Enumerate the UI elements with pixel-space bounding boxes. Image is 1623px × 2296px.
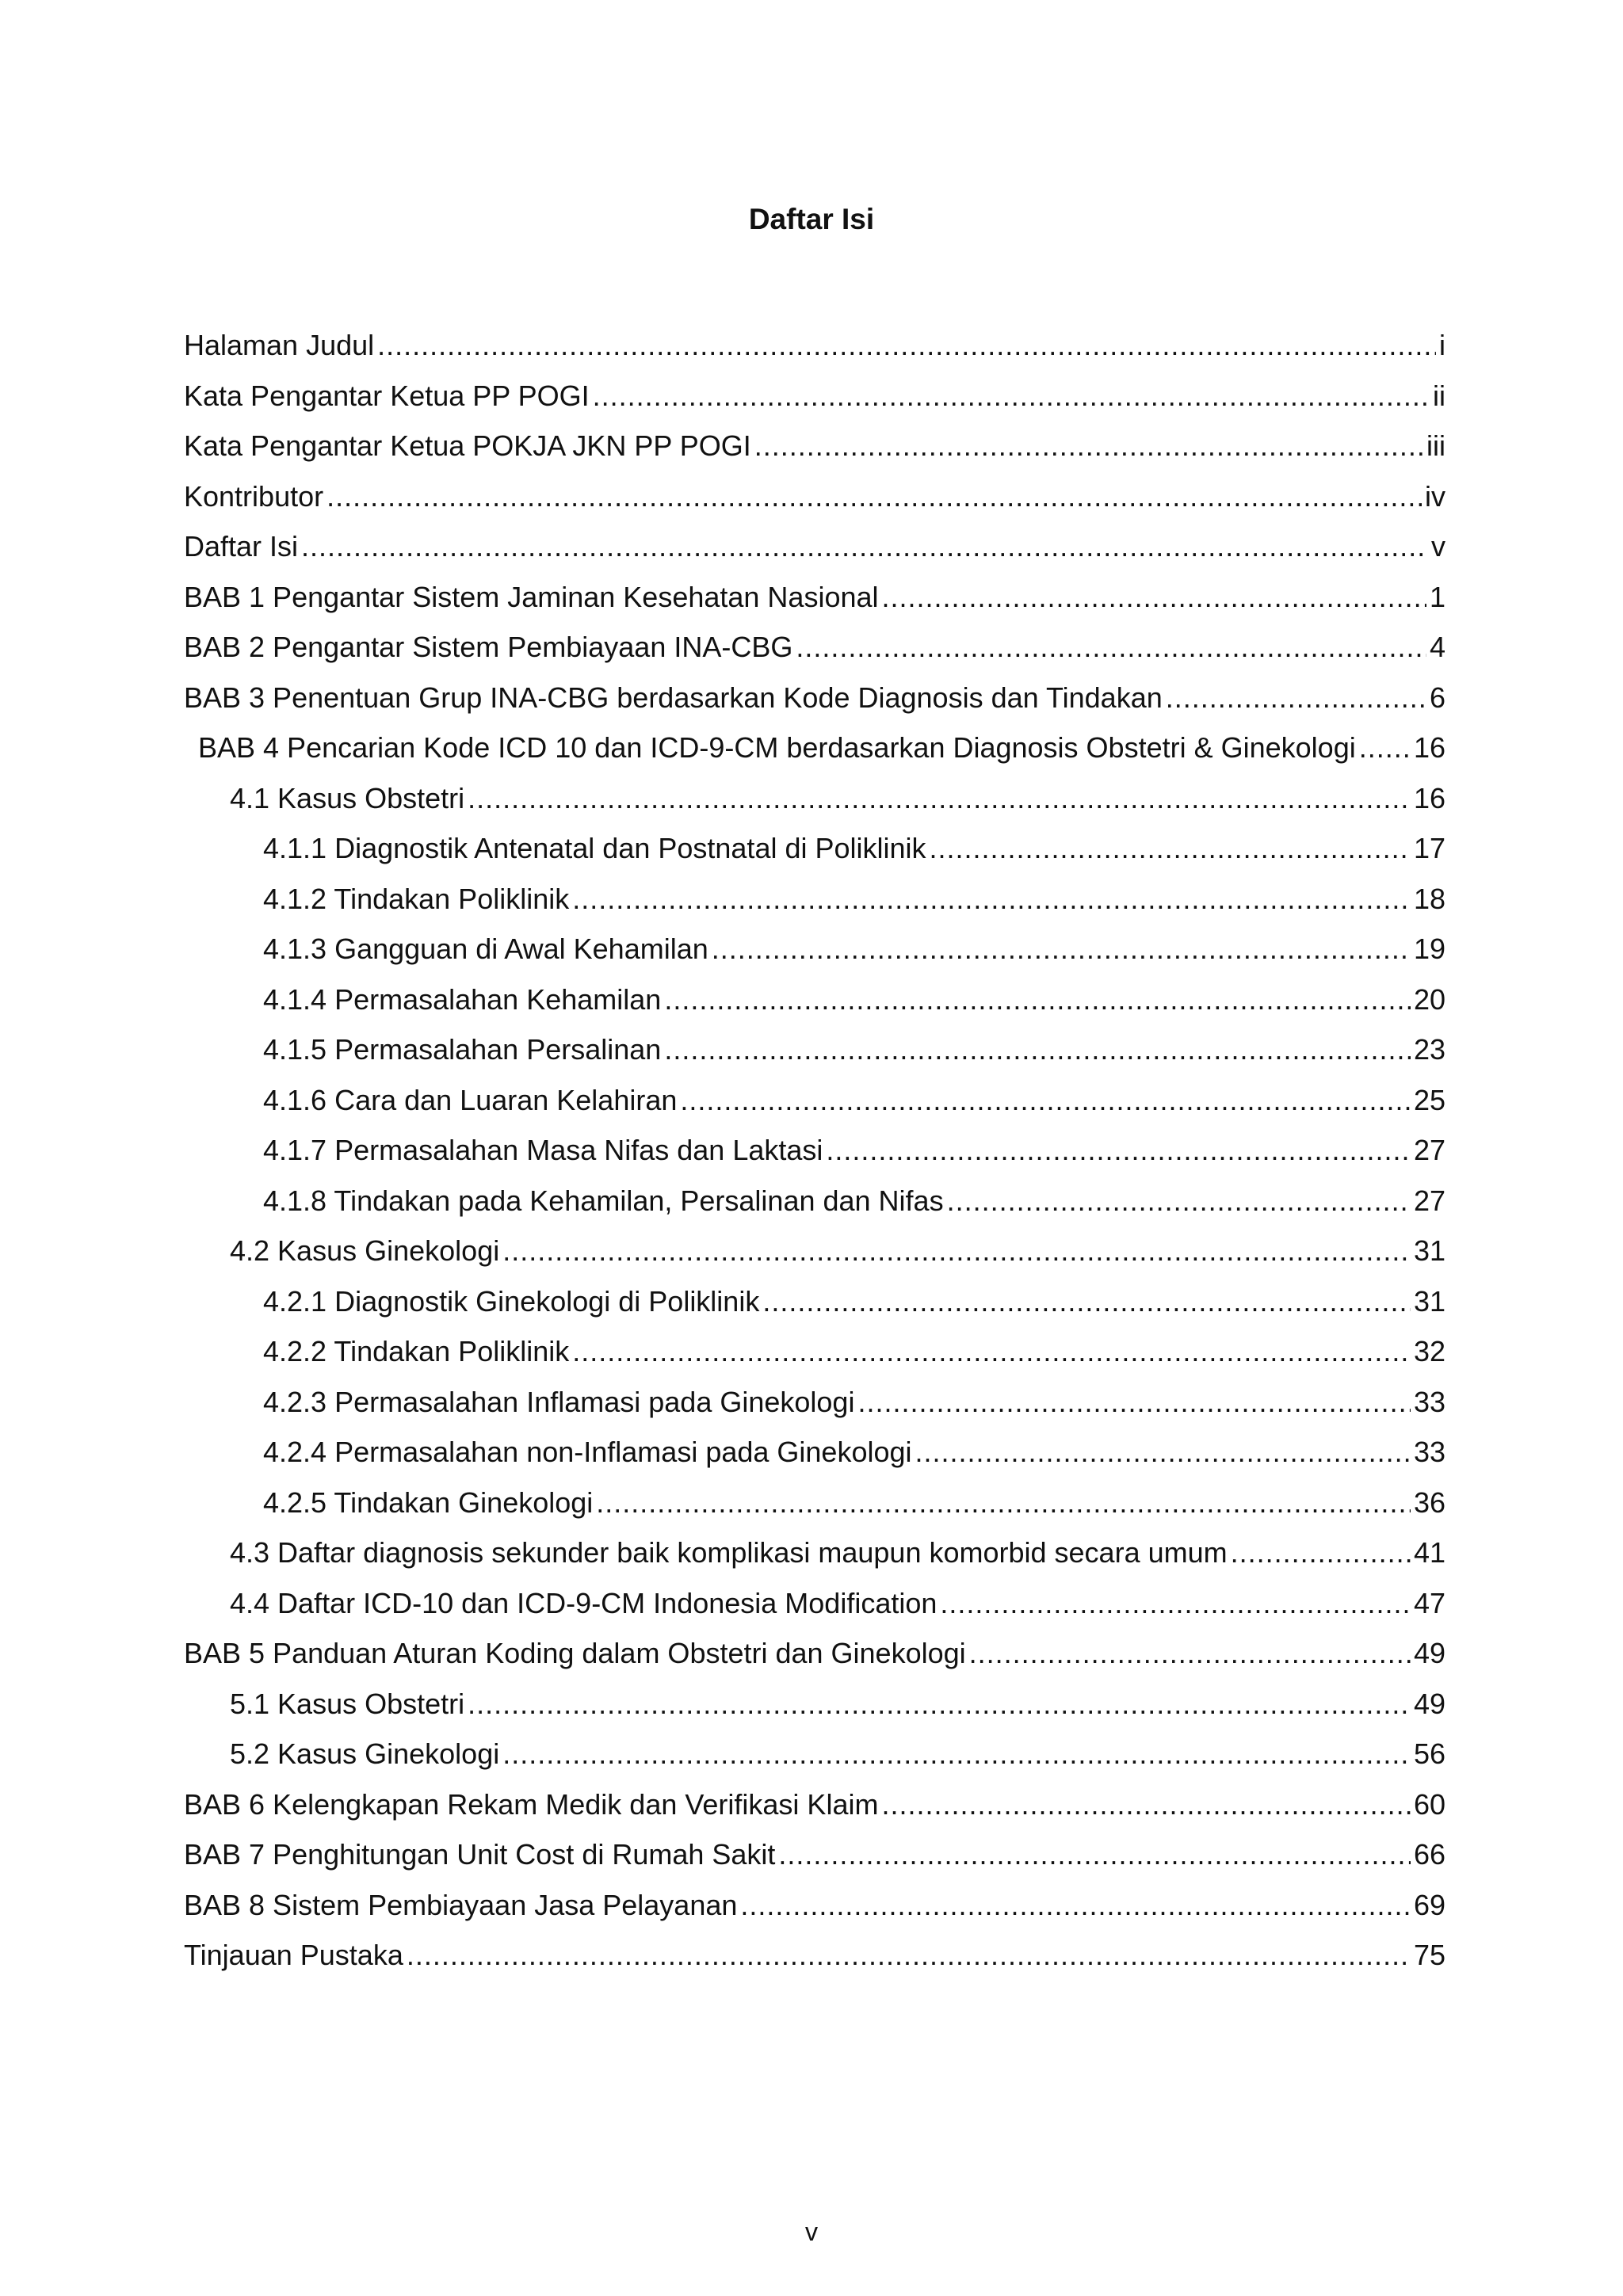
toc-entry-page: 47	[1413, 1586, 1445, 1619]
toc-entry[interactable]	[184, 320, 1445, 371]
toc-entry[interactable]	[184, 1125, 1445, 1176]
toc-entry[interactable]	[184, 1628, 1445, 1679]
toc-leader-dots	[572, 1326, 1411, 1377]
toc-entry-page: i	[1439, 329, 1445, 361]
toc-entry[interactable]	[184, 1075, 1445, 1126]
toc-entry-label: 5.2 Kasus Ginekologi	[230, 1737, 500, 1770]
toc-entry[interactable]	[184, 974, 1445, 1025]
toc-entry-label: BAB 3 Penentuan Grup INA-CBG berdasarkan Kode Diagnosis dan Tindakan	[184, 681, 1163, 714]
toc-entry-page: 36	[1413, 1486, 1445, 1519]
toc-entry-label: 4.1.1 Diagnostik Antenatal dan Postnatal di Poliklinik	[263, 832, 926, 864]
toc-entry-label: Kata Pengantar Ketua POKJA JKN PP POGI	[184, 429, 751, 462]
page-number: v	[805, 2218, 818, 2246]
toc-entry-label: Kontributor	[184, 479, 324, 513]
toc-leader-dots	[327, 471, 1422, 522]
toc-entry-label: 4.1.5 Permasalahan Persalinan	[263, 1033, 662, 1066]
toc-leader-dots	[930, 823, 1411, 874]
toc-entry[interactable]	[184, 924, 1445, 974]
toc-entry[interactable]	[184, 874, 1445, 925]
toc-entry[interactable]	[184, 673, 1445, 723]
toc-entry-page: 32	[1413, 1335, 1445, 1367]
toc-entry-page: 60	[1413, 1787, 1445, 1821]
toc-leader-dots	[947, 1176, 1411, 1226]
toc-entry-label: Tinjauan Pustaka	[184, 1939, 403, 1971]
toc-entry-label: 4.1.4 Permasalahan Kehamilan	[263, 982, 662, 1016]
toc-leader-dots	[969, 1628, 1411, 1679]
toc-entry-label: Halaman Judul	[184, 329, 375, 361]
toc-entry-label: BAB 4 Pencarian Kode ICD 10 dan ICD-9-CM berdasarkan Diagnosis Obstetri & Ginekologi	[198, 731, 1356, 764]
toc-entry-page: v	[1431, 530, 1445, 563]
toc-entry-label: 4.1.8 Tindakan pada Kehamilan, Persalinan dan Nifas	[263, 1184, 944, 1217]
toc-entry[interactable]	[184, 1326, 1445, 1377]
toc-entry-page: 6	[1429, 681, 1445, 714]
toc-entry[interactable]	[184, 1880, 1445, 1931]
toc-entry[interactable]	[184, 1176, 1445, 1226]
toc-entry[interactable]	[184, 1578, 1445, 1629]
toc-leader-dots	[1359, 723, 1411, 773]
toc-leader-dots	[572, 874, 1411, 925]
toc-leader-dots	[468, 773, 1411, 824]
toc-entry[interactable]	[184, 1679, 1445, 1730]
toc-entry-label: BAB 1 Pengantar Sistem Jaminan Kesehatan Nasional	[184, 580, 879, 613]
toc-entry[interactable]	[184, 1024, 1445, 1075]
toc-entry-page: 20	[1413, 982, 1445, 1016]
toc-entry[interactable]	[184, 1829, 1445, 1880]
toc-entry-page: 25	[1413, 1083, 1445, 1116]
toc-entry-label: 4.2.1 Diagnostik Ginekologi di Poliklinik	[263, 1284, 760, 1318]
toc-entry-label: BAB 7 Penghitungan Unit Cost di Rumah Sakit	[184, 1838, 776, 1871]
toc-entry[interactable]	[184, 773, 1445, 824]
toc-leader-dots	[593, 371, 1430, 421]
toc-leader-dots	[468, 1679, 1411, 1730]
toc-entry-page: 27	[1413, 1184, 1445, 1217]
toc-entry[interactable]	[184, 1427, 1445, 1478]
toc-leader-dots	[881, 1779, 1411, 1830]
toc-entry-page: 33	[1413, 1385, 1445, 1418]
toc-entry-label: Kata Pengantar Ketua PP POGI	[184, 379, 590, 412]
toc-entry-page: 18	[1413, 882, 1445, 915]
toc-entry[interactable]	[184, 1930, 1445, 1981]
toc-entry-page: 4	[1429, 631, 1445, 663]
toc-entry-page: 17	[1413, 832, 1445, 864]
toc-entry-page: 31	[1413, 1234, 1445, 1267]
toc-entry[interactable]	[184, 421, 1445, 471]
toc-entry[interactable]	[184, 1478, 1445, 1528]
toc-entry-label: Daftar Isi	[184, 530, 299, 563]
toc-leader-dots	[1231, 1527, 1411, 1578]
toc-entry[interactable]	[184, 1226, 1445, 1276]
toc-entry-page: 49	[1413, 1637, 1445, 1669]
toc-leader-dots	[826, 1125, 1411, 1176]
toc-entry[interactable]	[184, 1527, 1445, 1578]
toc-entry-page: 31	[1413, 1284, 1445, 1318]
toc-entry-page: 66	[1413, 1838, 1445, 1871]
toc-leader-dots	[377, 320, 1436, 371]
toc-entry-label: 4.1.2 Tindakan Poliklinik	[263, 882, 570, 915]
toc-entry[interactable]	[184, 521, 1445, 572]
toc-leader-dots	[407, 1930, 1411, 1981]
toc-entry-page: 16	[1413, 731, 1445, 764]
toc-entry[interactable]	[184, 1729, 1445, 1779]
toc-leader-dots	[857, 1377, 1410, 1428]
toc-entry-label: 4.2.4 Permasalahan non-Inflamasi pada Ginekologi	[263, 1436, 912, 1468]
toc-leader-dots	[882, 572, 1426, 623]
toc-entry-label: 4.1.3 Gangguan di Awal Kehamilan	[263, 933, 708, 965]
toc-entry[interactable]	[184, 471, 1445, 522]
toc-entry-page: 1	[1429, 580, 1445, 613]
toc-entry-page: 49	[1413, 1687, 1445, 1720]
toc-entry[interactable]	[184, 1276, 1445, 1327]
toc-entry-page: iii	[1426, 429, 1445, 462]
toc-leader-dots	[762, 1276, 1411, 1327]
toc-entry[interactable]	[184, 622, 1445, 673]
toc-entry-label: 4.2.3 Permasalahan Inflamasi pada Ginekologi	[263, 1385, 855, 1418]
toc-leader-dots	[664, 1024, 1411, 1075]
toc-entry-page: 69	[1413, 1888, 1445, 1921]
toc-leader-dots	[778, 1829, 1411, 1880]
toc-entry-label: 4.2.2 Tindakan Poliklinik	[263, 1335, 570, 1367]
toc-leader-dots	[915, 1427, 1411, 1478]
toc-entry-page: 75	[1413, 1939, 1445, 1971]
toc-entry-label: 4.1.7 Permasalahan Masa Nifas dan Laktasi	[263, 1134, 823, 1166]
toc-entry-page: ii	[1433, 379, 1445, 412]
toc-leader-dots	[502, 1226, 1411, 1276]
toc-leader-dots	[712, 924, 1411, 974]
page-title: Daftar Isi	[748, 203, 875, 235]
toc-entry-page: 56	[1413, 1737, 1445, 1770]
toc-entry[interactable]	[184, 723, 1445, 773]
toc-entry-page: iv	[1425, 479, 1445, 513]
toc-entry[interactable]	[184, 371, 1445, 421]
toc-entry-label: BAB 8 Sistem Pembiayaan Jasa Pelayanan	[184, 1888, 738, 1921]
toc-leader-dots	[680, 1075, 1411, 1126]
toc-entry-label: 4.3 Daftar diagnosis sekunder baik komplikasi maupun komorbid secara umum	[230, 1536, 1228, 1569]
table-of-contents	[184, 320, 1445, 1981]
toc-entry-label: 4.2.5 Tindakan Ginekologi	[263, 1486, 594, 1519]
toc-entry-label: 4.2 Kasus Ginekologi	[230, 1234, 500, 1267]
toc-leader-dots	[796, 622, 1426, 673]
toc-entry-page: 19	[1413, 933, 1445, 965]
toc-leader-dots	[301, 521, 1428, 572]
toc-entry-page: 27	[1413, 1134, 1445, 1166]
toc-entry-label: 4.1 Kasus Obstetri	[230, 781, 465, 814]
toc-entry[interactable]	[184, 823, 1445, 874]
toc-entry-page: 41	[1413, 1536, 1445, 1569]
toc-entry-label: BAB 2 Pengantar Sistem Pembiayaan INA-CBG	[184, 631, 793, 663]
toc-entry-label: BAB 5 Panduan Aturan Koding dalam Obstetri dan Ginekologi	[184, 1637, 966, 1669]
toc-entry-label: 4.4 Daftar ICD-10 dan ICD-9-CM Indonesia Modification	[230, 1586, 938, 1619]
toc-leader-dots	[502, 1729, 1411, 1779]
toc-entry[interactable]	[184, 1779, 1445, 1830]
toc-entry-label: BAB 6 Kelengkapan Rekam Medik dan Verifikasi Klaim	[184, 1787, 879, 1821]
toc-leader-dots	[740, 1880, 1411, 1931]
toc-entry-label: 4.1.6 Cara dan Luaran Kelahiran	[263, 1083, 678, 1116]
toc-entry-page: 33	[1413, 1436, 1445, 1468]
toc-leader-dots	[664, 974, 1411, 1025]
toc-entry[interactable]	[184, 572, 1445, 623]
toc-entry-label: 5.1 Kasus Obstetri	[230, 1687, 465, 1720]
toc-entry-page: 23	[1413, 1033, 1445, 1066]
toc-leader-dots	[754, 421, 1423, 471]
toc-leader-dots	[596, 1478, 1411, 1528]
toc-leader-dots	[940, 1578, 1411, 1629]
toc-entry[interactable]	[184, 1377, 1445, 1428]
toc-entry-page: 16	[1413, 781, 1445, 814]
toc-leader-dots	[1166, 673, 1426, 723]
